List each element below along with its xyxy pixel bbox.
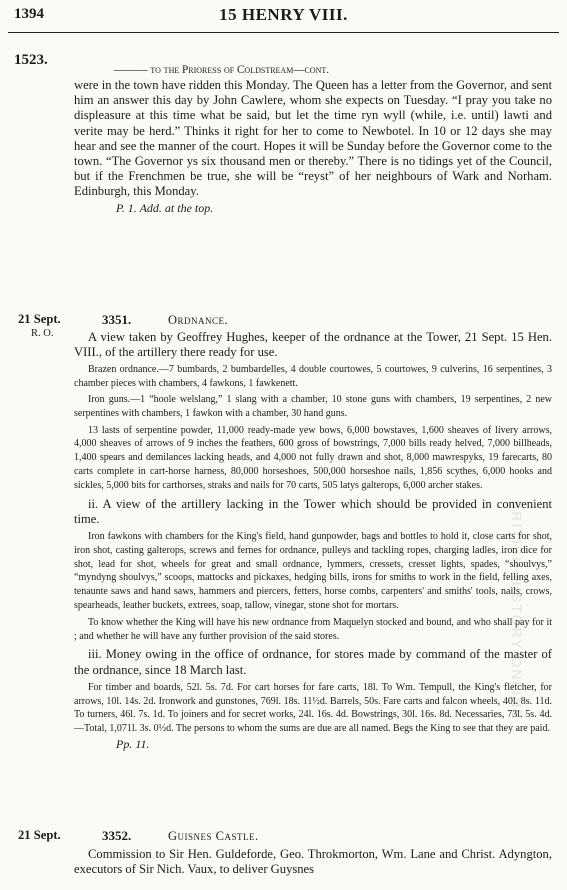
page-number: 1394: [14, 6, 44, 22]
entry-3352-number: 3352.: [102, 828, 132, 843]
entry-3351-pages: [74, 737, 552, 752]
note-text: P. 1. Add. at the top.: [116, 200, 214, 215]
entry-3351-title: Ordnance.: [168, 313, 229, 327]
entry-3352-text: Commission to Sir Hen. Guldeforde, Geo. Throkmorton, Wm. Lane and Christ. Adyngton, executors of Sir Nich. Vaux, to deliver Guysnes: [74, 847, 552, 877]
entry-3351-source: R. O.: [31, 328, 54, 339]
entry-3352-body: [74, 847, 552, 877]
entry-3351-body: [74, 330, 552, 752]
part-iii-heading: iii. Money owing in the office of ordnance, for stores made by command of the master of the ordnance, since 18 March last.: [74, 647, 552, 677]
entry-3351-number: 3351.: [102, 312, 132, 327]
lacking-list: Iron fawkons with chambers for the King's field, hand gunpowder, bags and bottles to hold it, close carts for shot, iron shot, casting galterops, screws and fernes for ordnance, pulleys and tackling ropes, charging ladles, iron dice for shot, lead for shot, wheels for great and small ordnance, lymmers, cressets, cresset lights, spades, “shoulvys,” “myndyng shoulvys,” scoops, mattocks and pickaxes, hedging bills, irons for smiths to work in the field, felling axes, tenaunte saws and hand saws, hammers and piercers, fetters, horse combs, carpenters' and smiths' tools, nails, crows, spearheads, leather buckets, extrees, soap, tallow, vinegar, stone shot for mortars.: [74, 530, 552, 611]
part-ii-heading: ii. A view of the artillery lacking in the Tower which should be provided in convenient time.: [74, 496, 552, 526]
iron-guns: Iron guns.—1 “hoole welslang,” 1 slang with a chamber, 10 stone guns with chambers, 19 serpentines, 2 new serpentines with chambers, 1 fawkon with a chamber, 30 hand guns.: [74, 394, 552, 419]
continued-note: [74, 201, 552, 216]
continued-paragraph: were in the town have ridden this Monday. The Queen has a letter from the Governor, and sent him an answer this day by John Cawlere, whom she expects on Tuesday. “I pray you take no displeasure at this time what be said, but let the time ryn wyll (while, i.e. until) lawti and verite may be herd.” Thinks it right for her to come to Newbotel. In 10 or 12 days she may hear and see the manner of the court. Hopes it will be Sunday before the Governor come to the town. “The Governor ys six thousand men or thereby.” There is no tidings yet of the Council, but if the Frenchmen be true, she will be “reyst” of her neighbours of Wark and Norham. Edinburgh, this Monday.: [74, 78, 552, 199]
brazen-ordnance: Brazen ordnance.—7 bumbards, 2 bumbardelles, 4 double courtowes, 5 courtowes, 9 culverins, 16 serpentines, 3 chamber pieces with chambers, 4 fawkons, 1 fawkenett.: [74, 364, 552, 390]
header-rule: [8, 32, 559, 33]
stores-list: 13 lasts of serpentine powder, 11,000 ready-made yew bows, 6,000 bowstaves, 1,600 sheaves of livery arrows, 4,000 sheaves of arrows of 9 inches the feathers, 600 gross of bowstrings, 7,000 bills ready helved, 7,000 billheads, 1,400 spears and demilances lacking heads, and 4,000 not fully drawn and shot, 8,000 mawrespyks, 19 farecarts, 80 carts complete in cart-horse harness, 80,000 horseshoes, 500,000 horseshoe nails, 1,856 scythes, 6,000 hooks and sickles, 5,000 bits for carthorses, straks and nails for 70 carts, 505 latys galterops, 6,000 archer stakes.: [74, 424, 552, 491]
money-owing: For timber and boards, 52l. 5s. 7d. For cart horses for fare carts, 18l. To Wm. Tempull, the King's fletcher, for arrows, 10l. 14s. 2d. Ironwork and gunstones, 769l. 18s. 11½d. Barrels, 50s. Fare carts and falcon wheels, 40l. 8s. 11d. To turners, 46l. 7s. 1d. To joiners and for secret works, 24l. 16s. 4d. Bowstrings, 30l. 16s. 8d. Necessaries, 73l. 5s. 4d.—Total, 1,071l. 3s. 0½d. The persons to whom the sums are due are all named. Begs the King to see that they are paid.: [74, 681, 552, 735]
maquelyn-note: To know whether the King will have his new ordnance from Maquelyn stocked and bound, and who shall pay for it ; and whether he will have any further provision of the said stores.: [74, 616, 552, 642]
year-marker: 1523.: [14, 52, 48, 68]
watermark: BRITISH HISTORY ONLINE: [509, 500, 525, 721]
entry-3352-title: Guisnes Castle.: [168, 829, 259, 843]
pages-text: Pp. 11.: [116, 736, 150, 751]
running-title: 15 HENRY VIII.: [219, 5, 348, 24]
entry-3352-date: 21 Sept.: [18, 828, 61, 842]
continued-heading: ——— to the Prioress of Coldstream—cont.: [114, 64, 330, 76]
continued-entry: [74, 64, 552, 216]
entry-3351-date: 21 Sept.: [18, 312, 61, 326]
entry-3351-intro: A view taken by Geoffrey Hughes, keeper of the ordnance at the Tower, 21 Sept. 15 Hen. VIII., of the artillery there ready for use.: [74, 330, 552, 360]
